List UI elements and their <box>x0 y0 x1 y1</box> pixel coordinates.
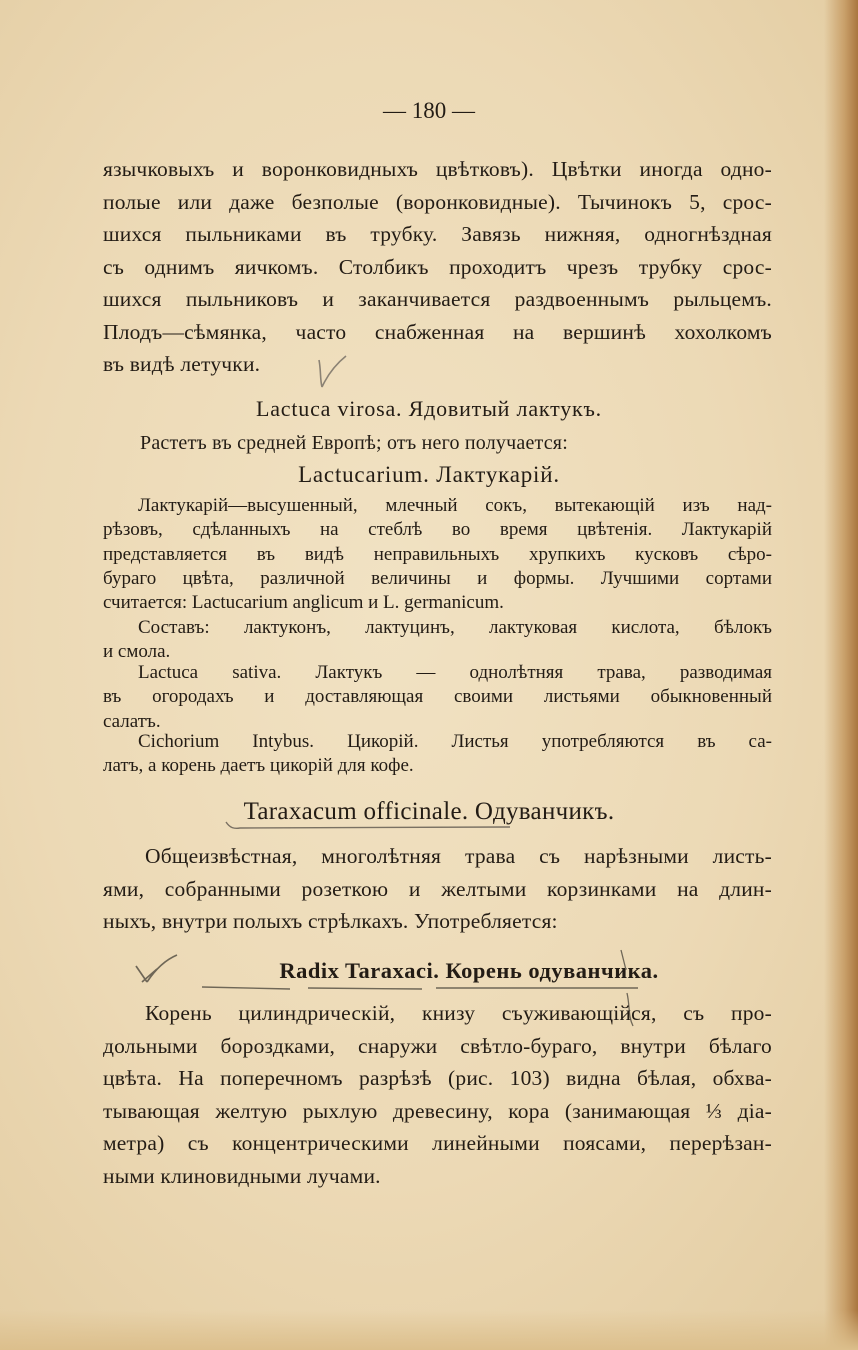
text-line: Общеизвѣстная, многолѣтняя трава съ нарѣзными листь- <box>145 844 772 868</box>
cichorium-paragraph <box>103 730 772 779</box>
text-line: Плодъ—сѣмянка, часто снабженная на вершинѣ хохолкомъ <box>103 319 772 344</box>
text-line: метра) съ концентрическими линейными поясами, перерѣзан- <box>103 1131 772 1155</box>
section-heading-radix: Radix Taraxaci. Корень одуванчика. <box>279 958 659 983</box>
text-line: цвѣта. На поперечномъ разрѣзѣ (рис. 103) видна бѣлая, обхва- <box>103 1066 772 1090</box>
page-number: — 180 — <box>383 98 475 123</box>
pencil-underline-icon <box>224 814 514 834</box>
text-line: ями, собранными розеткою и желтыми корзинками на длин- <box>103 876 772 901</box>
section-heading-taraxacum: Taraxacum officinale. Одуванчикъ. <box>243 798 615 825</box>
text-line: Составъ: лактуконъ, лактуцинъ, лактуковая кислота, бѣлокъ <box>138 617 772 638</box>
text-line: ными клиновидными лучами. <box>103 1163 381 1188</box>
page-bottom-shadow <box>0 1310 858 1350</box>
text-line: представляется въ видѣ неправильныхъ хрупкихъ кусковъ сѣро- <box>103 543 772 565</box>
lactucarium-paragraph <box>103 494 772 615</box>
text-line: латъ, а корень даетъ цикорій для кофе. <box>103 755 414 777</box>
text-line: Lactuca sativa. Лактукъ — однолѣтняя трава, разводимая <box>138 662 772 683</box>
text-line: полые или даже безполые (воронковидные). Тычинокъ 5, срос- <box>103 189 772 214</box>
taraxacum-paragraph <box>103 840 772 938</box>
text-line: Корень цилиндрическій, книзу съуживающійся, съ про- <box>145 1001 772 1025</box>
text-line: считается: Lactucarium anglicum и L. germanicum. <box>103 592 504 614</box>
lactuca-virosa-text: Растетъ въ средней Европѣ; отъ него получается: <box>140 432 568 454</box>
radix-paragraph <box>103 997 772 1192</box>
text-line: салатъ. <box>103 710 161 732</box>
pencil-mark-icon <box>310 354 350 390</box>
text-line: съ однимъ яичкомъ. Столбикъ проходитъ чрезъ трубку срос- <box>103 254 772 279</box>
text-line: въ огородахъ и доставляющая своими листьями обыкновенный <box>103 686 772 708</box>
text-line: дольными бороздками, снаружи свѣтло-бураго, внутри бѣлаго <box>103 1033 772 1058</box>
text-line: и смола. <box>103 641 171 663</box>
text-line: Cichorium Intybus. Цикорій. Листья употребляются въ са- <box>138 731 772 752</box>
text-line: шихся пыльниковъ и заканчивается раздвоеннымъ рыльцемъ. <box>103 287 772 311</box>
text-line: тывающая желтую рыхлую древесину, кора (занимающая ⅓ діа- <box>103 1098 772 1123</box>
text-line: Лактукарій—высушенный, млечный сокъ, вытекающій изъ над- <box>138 495 772 516</box>
intro-paragraph <box>103 153 772 381</box>
text-line: бураго цвѣта, различной величины и формы. Лучшими сортами <box>103 567 772 589</box>
text-line: ныхъ, внутри полыхъ стрѣлкахъ. Употребляется: <box>103 909 558 933</box>
text-line: шихся пыльниками въ трубку. Завязь нижняя, одногнѣздная <box>103 222 772 246</box>
composition-paragraph <box>103 616 772 665</box>
text-line: рѣзовъ, сдѣланныхъ на стеблѣ во время цвѣтенія. Лактукарій <box>103 519 772 541</box>
pencil-underline-icon <box>200 983 640 995</box>
section-heading-lactuca-virosa: Lactuca virosa. Ядовитый лактукъ. <box>255 396 602 421</box>
text-line: въ видѣ летучки. <box>103 352 261 376</box>
text-line: язычковыхъ и воронковидныхъ цвѣтковъ). Цвѣтки иногда одно- <box>103 157 772 181</box>
lactuca-sativa-paragraph <box>103 661 772 734</box>
page-edge-shadow <box>824 0 858 1350</box>
section-heading-lactucarium: Lactucarium. Лактукарій. <box>298 462 560 487</box>
